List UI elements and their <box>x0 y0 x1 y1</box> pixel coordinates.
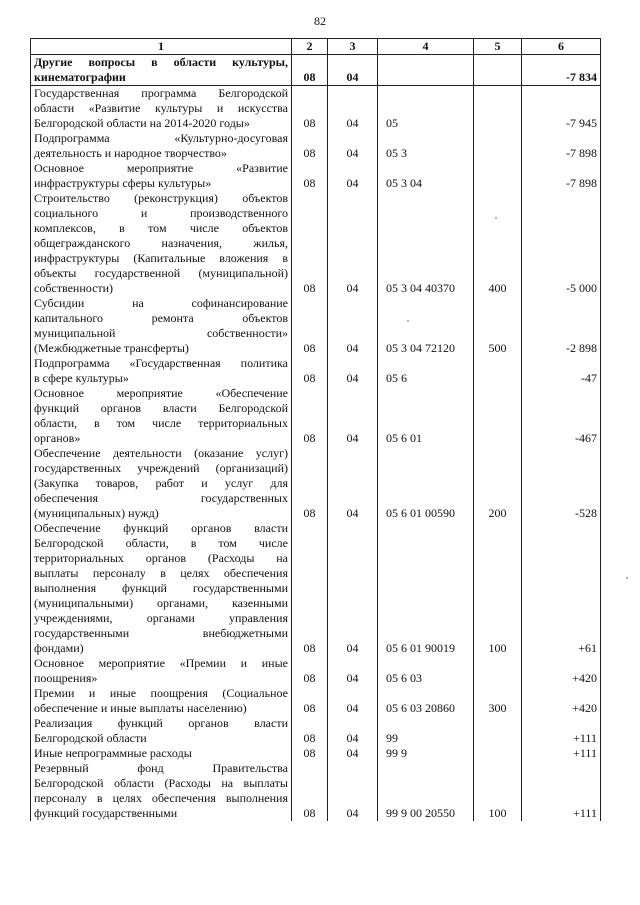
amount-value: -7 945 <box>522 86 601 132</box>
section-code: 08 <box>292 746 328 761</box>
description-line: объекты государственной (муниципальной) <box>34 266 288 280</box>
subsection-code: 04 <box>328 446 378 521</box>
subsection-code: 04 <box>328 386 378 446</box>
row-description <box>31 521 292 656</box>
description-line: Основное мероприятие «Развитие <box>34 161 288 175</box>
description-line: обеспечения государственных <box>34 491 288 505</box>
amount-value: -7 898 <box>522 161 601 191</box>
description-line: фондами) <box>34 641 84 655</box>
expense-type-code <box>474 86 522 132</box>
subsection-code: 04 <box>328 296 378 356</box>
section-code: 08 <box>292 446 328 521</box>
target-article-code <box>378 55 474 86</box>
section-code: 08 <box>292 656 328 686</box>
expense-type-code: 100 <box>474 761 522 821</box>
expense-type-code: 400 <box>474 191 522 296</box>
table-row <box>31 521 601 656</box>
row-description <box>31 55 292 86</box>
description-line: общегражданского назначения, жилья, <box>34 236 288 250</box>
header-cell: 2 <box>292 39 328 55</box>
description-line: Подпрограмма «Культурно-досуговая <box>34 131 288 145</box>
section-code: 08 <box>292 386 328 446</box>
header-cell: 6 <box>522 39 601 55</box>
amount-value: +420 <box>522 656 601 686</box>
target-article-code: 05 6 03 <box>378 656 474 686</box>
row-description <box>31 746 292 761</box>
amount-value: +111 <box>522 761 601 821</box>
amount-value: -5 000 <box>522 191 601 296</box>
description-line: (Межбюджетные трансферты) <box>34 341 189 355</box>
description-line: государственных учреждений (организаций) <box>34 461 288 475</box>
description-line: комплексов, в том числе объектов <box>34 221 288 235</box>
scan-speck <box>495 217 497 219</box>
subsection-code: 04 <box>328 86 378 132</box>
description-line: Белгородской области <box>34 731 147 745</box>
description-line: поощрения» <box>34 671 98 685</box>
expense-type-code: 500 <box>474 296 522 356</box>
description-line: функций государственными <box>34 806 178 820</box>
amount-value: -7 834 <box>522 55 601 86</box>
table-row <box>31 86 601 132</box>
section-code: 08 <box>292 55 328 86</box>
table-row <box>31 686 601 716</box>
expense-type-code <box>474 386 522 446</box>
description-line: Подпрограмма «Государственная политика <box>34 356 288 370</box>
description-line: Государственная программа Белгородской <box>34 86 288 100</box>
expense-type-code <box>474 656 522 686</box>
scan-speck <box>407 320 409 322</box>
header-cell: 4 <box>378 39 474 55</box>
expense-type-code: 200 <box>474 446 522 521</box>
description-line: инфраструктуры (Капитальные вложения в <box>34 251 288 265</box>
description-line: Основное мероприятие «Обеспечение <box>34 386 288 400</box>
table-row <box>31 386 601 446</box>
description-line: Реализация функций органов власти <box>34 716 288 730</box>
expense-type-code <box>474 161 522 191</box>
table-row <box>31 716 601 746</box>
subsection-code: 04 <box>328 191 378 296</box>
budget-table <box>30 38 601 821</box>
target-article-code: 05 6 01 90019 <box>378 521 474 656</box>
amount-value: +420 <box>522 686 601 716</box>
section-code: 08 <box>292 86 328 132</box>
section-code: 08 <box>292 716 328 746</box>
target-article-code: 99 9 00 20550 <box>378 761 474 821</box>
header-cell: 3 <box>328 39 378 55</box>
description-line: Белгородской области (Расходы на выплаты <box>34 776 288 790</box>
table-row <box>31 161 601 191</box>
description-line: деятельность и народное творчество» <box>34 146 227 160</box>
section-code: 08 <box>292 761 328 821</box>
table-row <box>31 131 601 161</box>
row-description <box>31 131 292 161</box>
page-number: 82 <box>314 14 326 28</box>
description-line: (муниципальных) нужд) <box>34 506 159 520</box>
description-line: области «Развитие культуры и искусства <box>34 101 288 115</box>
target-article-code: 99 9 <box>378 746 474 761</box>
row-description <box>31 191 292 296</box>
target-article-code: 05 3 04 72120 <box>378 296 474 356</box>
description-line: (муниципальными) органами, казенными <box>34 596 288 610</box>
description-line: персоналу в целях обеспечения выполнения <box>34 791 288 805</box>
target-article-code: 99 <box>378 716 474 746</box>
header-cell: 5 <box>474 39 522 55</box>
target-article-code: 05 3 04 <box>378 161 474 191</box>
description-line: органов» <box>34 431 81 445</box>
description-line: выплаты персоналу в целях обеспечения <box>34 566 288 580</box>
description-line: Строительство (реконструкция) объектов <box>34 191 288 205</box>
row-description <box>31 86 292 132</box>
section-code: 08 <box>292 296 328 356</box>
section-code: 08 <box>292 191 328 296</box>
table-row <box>31 746 601 761</box>
table-row <box>31 761 601 821</box>
section-code: 08 <box>292 161 328 191</box>
expense-type-code <box>474 356 522 386</box>
amount-value: -467 <box>522 386 601 446</box>
expense-type-code: 100 <box>474 521 522 656</box>
subsection-code: 04 <box>328 131 378 161</box>
description-line: территориальных органов (Расходы на <box>34 551 288 565</box>
target-article-code: 05 <box>378 86 474 132</box>
expense-type-code <box>474 746 522 761</box>
subsection-code: 04 <box>328 161 378 191</box>
description-line: кинематографии <box>34 70 126 84</box>
section-code: 08 <box>292 686 328 716</box>
subsection-code: 04 <box>328 686 378 716</box>
amount-value: -528 <box>522 446 601 521</box>
row-description <box>31 761 292 821</box>
subsection-code: 04 <box>328 356 378 386</box>
row-description <box>31 356 292 386</box>
row-description <box>31 446 292 521</box>
subsection-code: 04 <box>328 656 378 686</box>
description-line: Обеспечение функций органов власти <box>34 521 288 535</box>
target-article-code: 05 6 03 20860 <box>378 686 474 716</box>
description-line: Премии и иные поощрения (Социальное <box>34 686 288 700</box>
description-line: социального и производственного <box>34 206 288 220</box>
target-article-code: 05 6 01 00590 <box>378 446 474 521</box>
expense-type-code <box>474 55 522 86</box>
description-line: области, в том числе территориальных <box>34 416 288 430</box>
table-header-row <box>31 39 601 55</box>
description-line: выполнения функций государственными <box>34 581 288 595</box>
row-description <box>31 656 292 686</box>
description-line: Белгородской области, в том числе <box>34 536 288 550</box>
table-row <box>31 356 601 386</box>
description-line: функций органов власти Белгородской <box>34 401 288 415</box>
section-code: 08 <box>292 521 328 656</box>
amount-value: -2 898 <box>522 296 601 356</box>
description-line: Обеспечение деятельности (оказание услуг) <box>34 446 288 460</box>
table-row <box>31 191 601 296</box>
target-article-code: 05 6 01 <box>378 386 474 446</box>
scan-speck <box>626 577 628 579</box>
description-line: Белгородской области на 2014-2020 годы» <box>34 116 250 130</box>
expense-type-code <box>474 716 522 746</box>
description-line: Иные непрограммные расходы <box>34 746 192 760</box>
description-line: собственности) <box>34 281 114 295</box>
description-line: Основное мероприятие «Премии и иные <box>34 656 288 670</box>
description-line: обеспечение и иные выплаты населению) <box>34 701 247 715</box>
target-article-code: 05 3 <box>378 131 474 161</box>
amount-value: -47 <box>522 356 601 386</box>
amount-value: +111 <box>522 716 601 746</box>
row-description <box>31 716 292 746</box>
subsection-code: 04 <box>328 55 378 86</box>
table-row <box>31 55 601 86</box>
description-line: Субсидии на софинансирование <box>34 296 288 310</box>
description-line: капитального ремонта объектов <box>34 311 288 325</box>
description-line: муниципальной собственности» <box>34 326 288 340</box>
description-line: государственными внебюджетными <box>34 626 288 640</box>
target-article-code: 05 3 04 40370 <box>378 191 474 296</box>
amount-value: -7 898 <box>522 131 601 161</box>
header-cell: 1 <box>31 39 292 55</box>
expense-type-code <box>474 131 522 161</box>
row-description <box>31 686 292 716</box>
amount-value: +61 <box>522 521 601 656</box>
subsection-code: 04 <box>328 716 378 746</box>
description-line: учреждениями, органами управления <box>34 611 288 625</box>
subsection-code: 04 <box>328 761 378 821</box>
row-description <box>31 296 292 356</box>
subsection-code: 04 <box>328 746 378 761</box>
amount-value: +111 <box>522 746 601 761</box>
description-line: (Закупка товаров, работ и услуг для <box>34 476 288 490</box>
table-row <box>31 446 601 521</box>
row-description <box>31 161 292 191</box>
table-row <box>31 296 601 356</box>
row-description <box>31 386 292 446</box>
section-code: 08 <box>292 356 328 386</box>
description-line: инфраструктуры сферы культуры» <box>34 176 212 190</box>
section-code: 08 <box>292 131 328 161</box>
description-line: в сфере культуры» <box>34 371 129 385</box>
description-line: Резервный фонд Правительства <box>34 761 288 775</box>
subsection-code: 04 <box>328 521 378 656</box>
target-article-code: 05 6 <box>378 356 474 386</box>
table-row <box>31 656 601 686</box>
expense-type-code: 300 <box>474 686 522 716</box>
description-line: Другие вопросы в области культуры, <box>34 55 288 69</box>
